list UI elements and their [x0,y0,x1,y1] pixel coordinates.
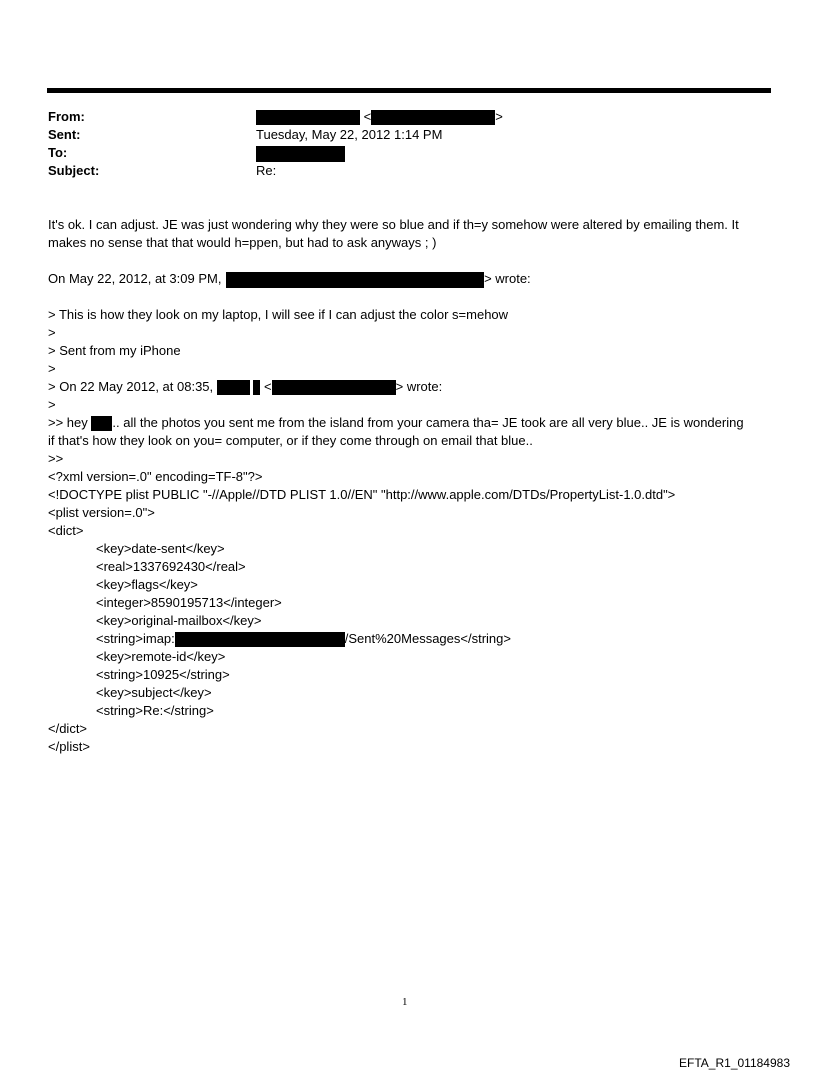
plist-line: <real>1337692430</real> [96,559,246,574]
plist-line: <string>imap: /Sent%20Messages</string> [96,631,511,646]
redaction-box [226,272,484,288]
reply-line: makes no sense that that would h=ppen, but had to ask anyways ; ) [48,235,437,250]
plist-line: <integer>8590195713</integer> [96,595,282,610]
plist-line: <key>flags</key> [96,577,198,592]
sent-value: Tuesday, May 22, 2012 1:14 PM [256,127,443,142]
plist-line: <?xml version=.0" encoding=TF-8"?> [48,469,263,484]
from-label: From: [48,109,85,124]
redaction-box [272,380,396,395]
quoted-line: > On 22 May 2012, at 08:35, < > wrote: [48,379,443,394]
plist-line: <string>Re:</string> [96,703,214,718]
quoted-line: >> [48,451,64,466]
quote-header: On May 22, 2012, at 3:09 PM, > wrote: [48,271,531,286]
plist-line: <key>original-mailbox</key> [96,613,262,628]
quoted-line: > [48,325,56,340]
to-label: To: [48,145,68,160]
quoted-line: > [48,361,56,376]
from-value: < > [256,108,503,126]
quoted-line: > Sent from my iPhone [48,343,181,358]
plist-line: </dict> [48,721,88,736]
bates-number: EFTA_R1_01184983 [679,1056,790,1070]
redaction-box [253,380,260,395]
redaction-box [91,416,112,431]
header-rule [47,88,771,93]
plist-line: <key>subject</key> [96,685,212,700]
plist-line: <key>remote-id</key> [96,649,226,664]
subject-label: Subject: [48,163,100,178]
page-number: 1 [402,996,408,1008]
plist-line: <dict> [48,523,84,538]
redaction-box [175,632,345,647]
subject-value: Re: [256,163,277,178]
quoted-line: > This is how they look on my laptop, I will see if I can adjust the color s=mehow [48,307,509,322]
sent-label: Sent: [48,127,81,142]
reply-line: It's ok. I can adjust. JE was just wondering why they were so blue and if th=y somehow were altered by emailing them. It [48,217,739,232]
quoted-line: >> hey .. all the photos you sent me from the island from your camera tha= JE took are all very blue.. JE is wondering [48,415,744,430]
to-value [256,144,345,162]
plist-line: <string>10925</string> [96,667,230,682]
plist-line: </plist> [48,739,90,754]
redaction-box [256,146,345,162]
quoted-line: > [48,397,56,412]
plist-line: <plist version=.0"> [48,505,155,520]
plist-line: <!DOCTYPE plist PUBLIC "-//Apple//DTD PLIST 1.0//EN" "http://www.apple.com/DTDs/PropertyList-1.0.dtd"> [48,487,676,502]
plist-line: <key>date-sent</key> [96,541,225,556]
redaction-box [217,380,250,395]
redaction-box [371,110,495,125]
redaction-box [256,110,360,125]
quoted-line: if that's how they look on you= computer, or if they come through on email that blue.. [48,433,533,448]
